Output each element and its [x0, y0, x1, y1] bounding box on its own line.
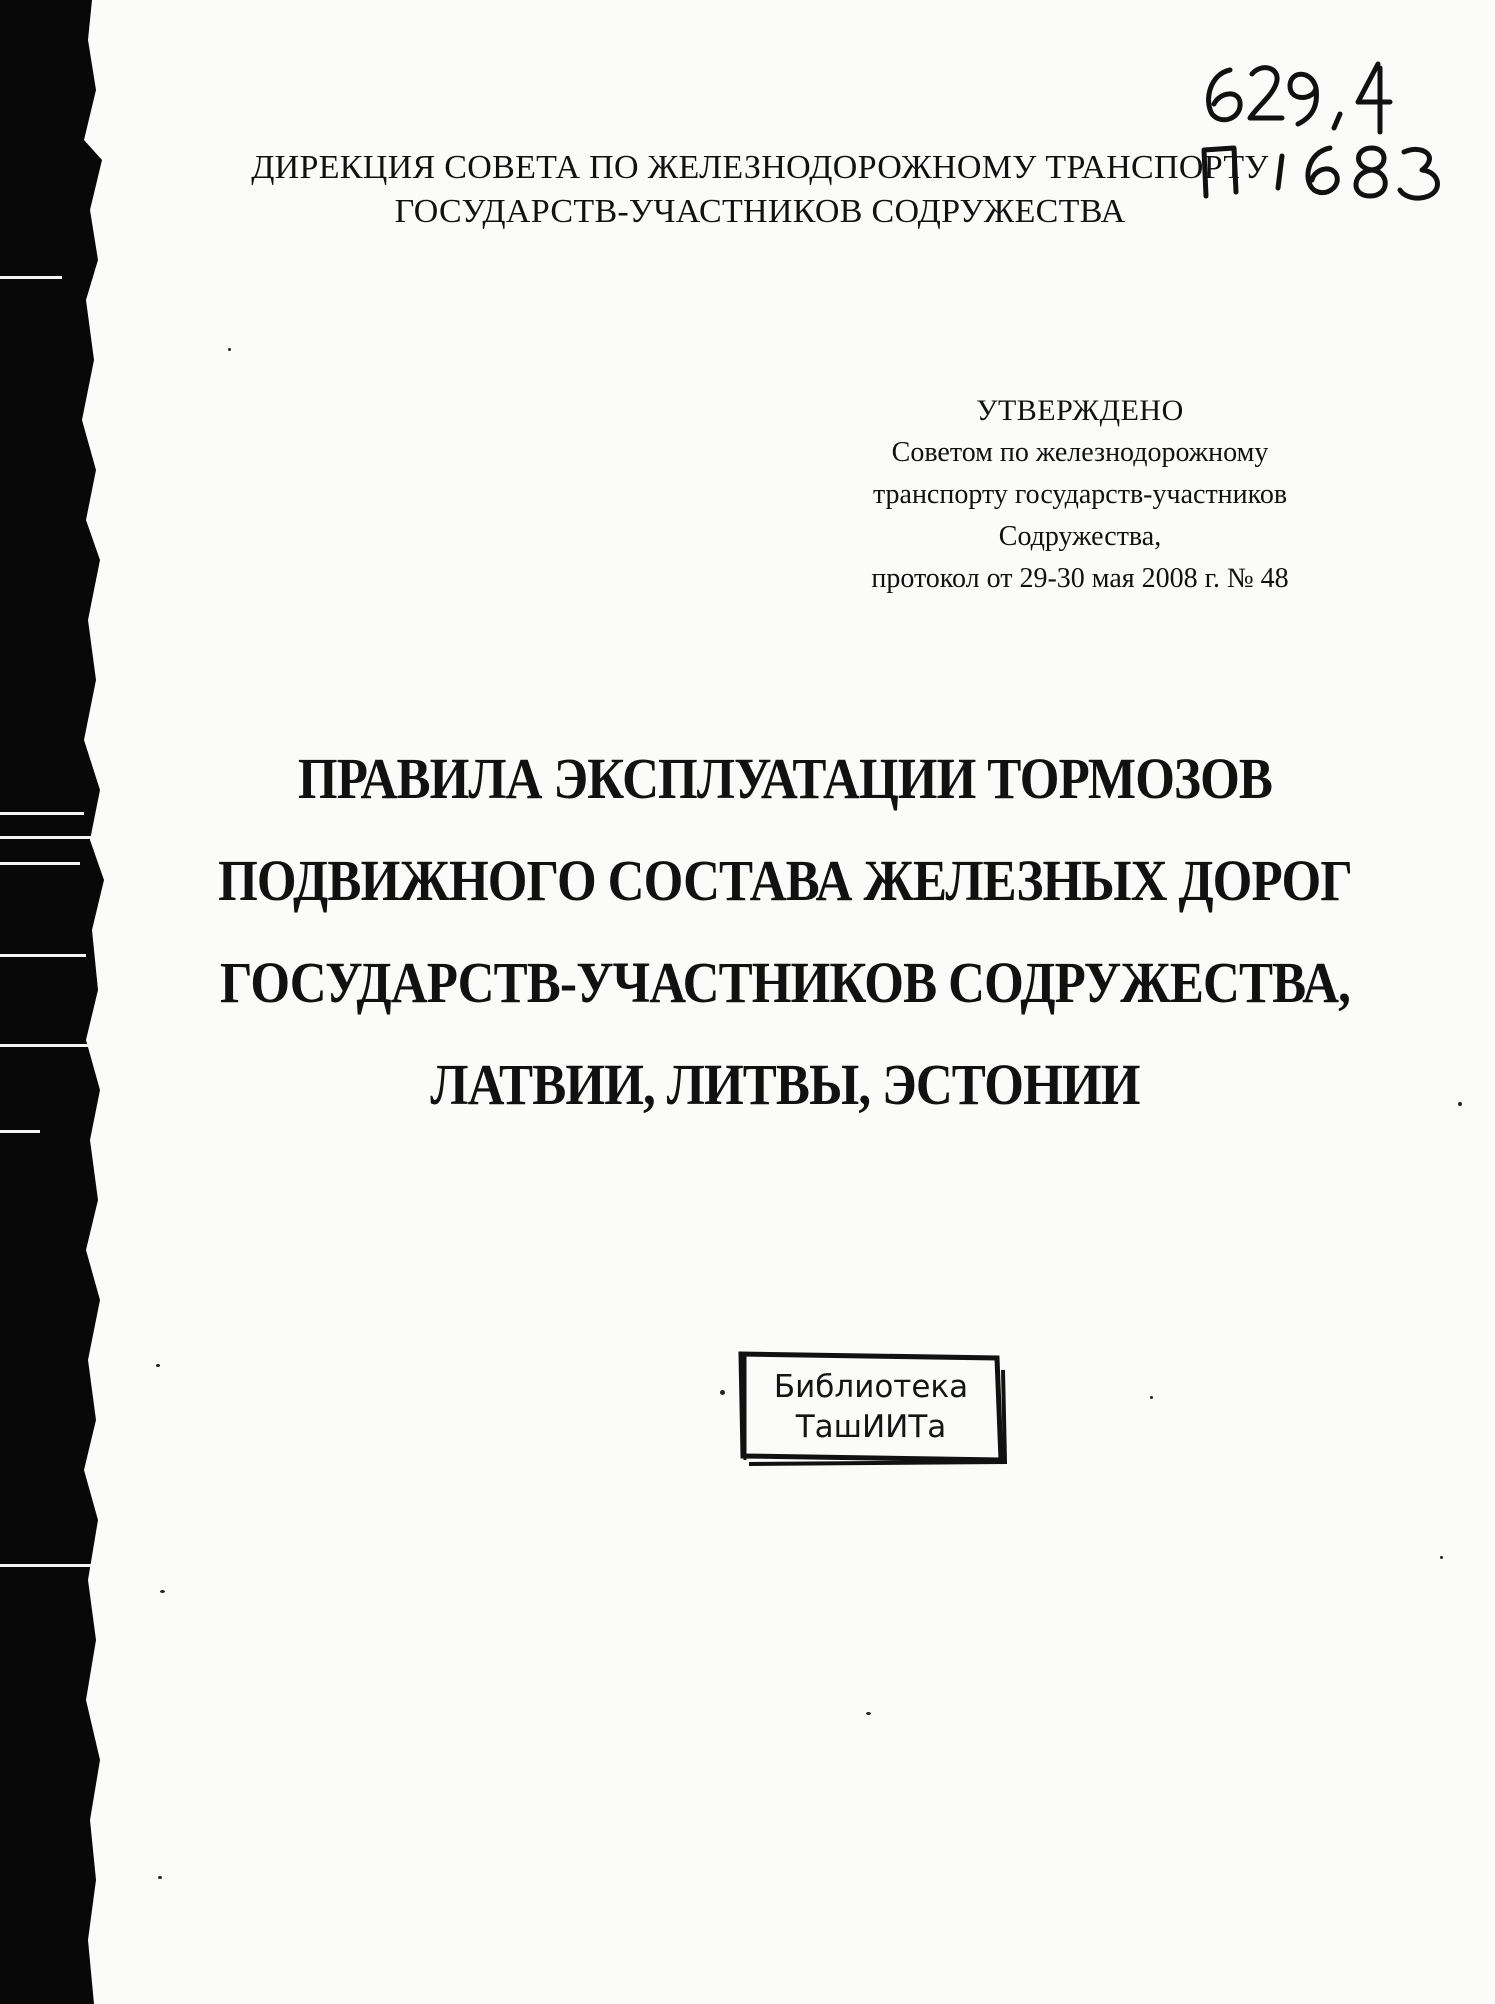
approval-line-2: транспорту государств-участников: [872, 479, 1288, 510]
scan-speck: [1440, 1556, 1443, 1559]
approval-protocol: протокол от 29-30 мая 2008 г. № 48: [871, 563, 1289, 594]
approval-line-1: Советом по железнодорожному: [891, 437, 1269, 468]
document-title-line-1: ПРАВИЛА ЭКСПЛУАТАЦИИ ТОРМОЗОВ: [297, 746, 1273, 811]
scan-speck: [158, 1876, 162, 1879]
scan-speck: [156, 1364, 160, 1367]
document-title-line-4: ЛАТВИИ, ЛИТВЫ, ЭСТОНИИ: [430, 1052, 1140, 1117]
stamp-line-1: Библиотека: [773, 1369, 969, 1405]
approval-block: [820, 390, 1340, 600]
scan-speck: [228, 348, 231, 351]
scan-speck: [1458, 1102, 1462, 1106]
scan-speck: [720, 1390, 725, 1395]
organization-header: [230, 146, 1290, 234]
scan-speck: [160, 1590, 165, 1593]
scan-speck: [1150, 1396, 1153, 1399]
organization-header-line-1: ДИРЕКЦИЯ СОВЕТА ПО ЖЕЛЕЗНОДОРОЖНОМУ ТРАНСПОРТУ: [251, 149, 1269, 186]
document-title-line-2: ПОДВИЖНОГО СОСТАВА ЖЕЛЕЗНЫХ ДОРОГ: [218, 848, 1352, 913]
scan-binding-edge: [0, 0, 120, 2004]
stamp-line-2: ТашИИТа: [795, 1409, 947, 1445]
scan-speck: [866, 1712, 871, 1715]
approval-title: УТВЕРЖДЕНО: [976, 394, 1184, 427]
approval-line-3: Содружества,: [998, 521, 1162, 552]
library-stamp: [735, 1348, 1007, 1466]
document-title: [217, 728, 1352, 1136]
organization-header-line-2: ГОСУДАРСТВ-УЧАСТНИКОВ СОДРУЖЕСТВА: [394, 193, 1126, 230]
document-title-line-3: ГОСУДАРСТВ-УЧАСТНИКОВ СОДРУЖЕСТВА,: [220, 950, 1350, 1015]
